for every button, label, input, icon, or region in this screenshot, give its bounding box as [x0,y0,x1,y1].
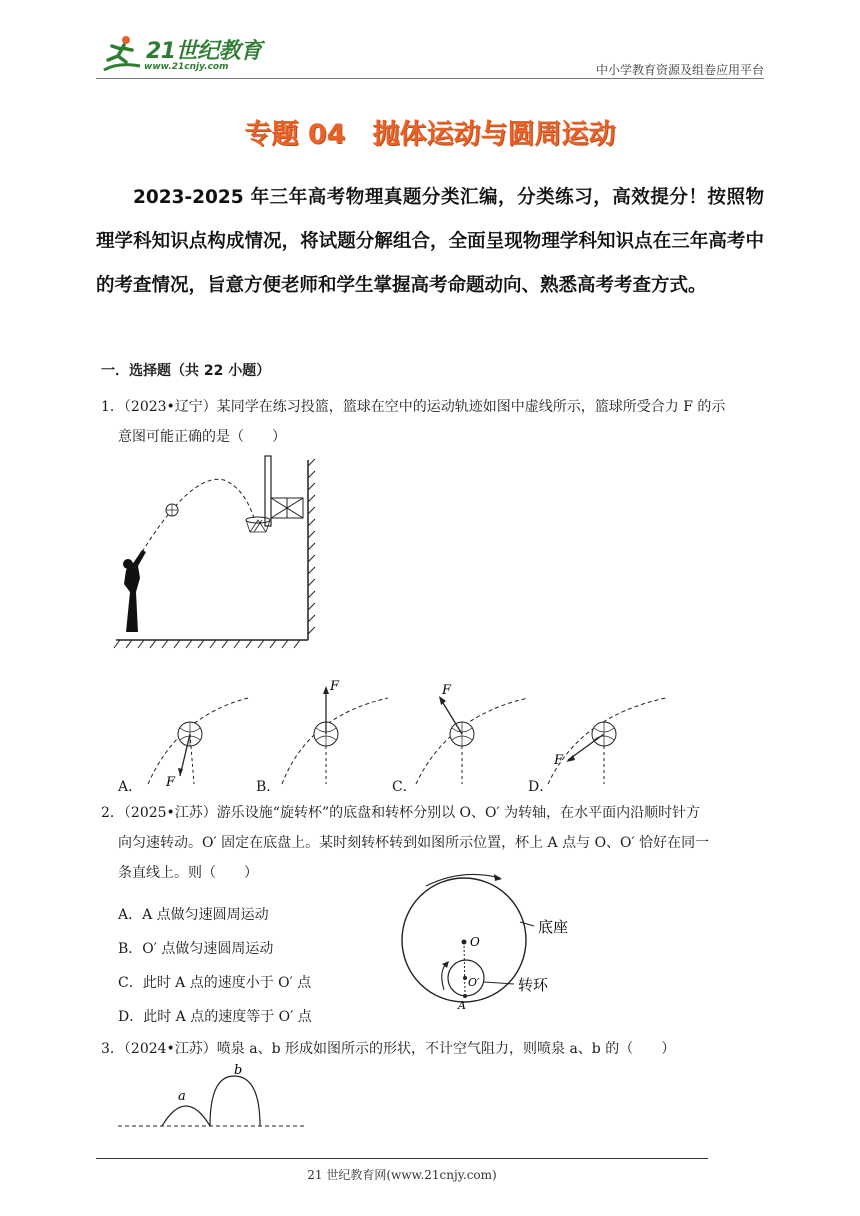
option-d-diagram [548,698,666,784]
page-footer: 21 世纪教育网(www.21cnjy.com) [307,1168,497,1182]
header-divider [96,78,764,79]
svg-text:转环: 转环 [518,976,549,994]
question-1 [101,392,767,452]
question-2-option-d[interactable]: D．此时 A 点的速度等于 O′ 点 [118,1009,312,1025]
header-platform-text: 中小学教育资源及组卷应用平台 [595,63,764,77]
question-1-option-diagrams [118,676,684,788]
question-2-line-3: 条直线上。则（ ） [118,865,258,881]
svg-text:底座: 底座 [538,918,569,936]
question-1-line-1: 1．（2023•辽宁）某同学在练习投篮，篮球在空中的运动轨迹如图中虚线所示，篮球所受合力 F 的示 [101,399,726,415]
intro-paragraph: 2023-2025 年三年高考物理真题分类汇编，分类练习，高效提分！按照物理学科知识点构成情况，将试题分解组合，全面呈现物理学科知识点在三年高考中的考查情况，旨意方便老师和学生掌握高考命题动向、熟悉高考考查方式。 [96,187,764,296]
runner-logo-icon [96,32,146,76]
svg-text:A: A [458,999,466,1010]
option-c-diagram [416,683,528,784]
svg-text:a: a [178,1089,186,1104]
question-1-option-c[interactable]: C． [392,779,417,795]
svg-text:F: F [554,753,564,768]
question-1-option-d[interactable]: D． [528,779,554,795]
footer-divider [96,1158,708,1159]
option-a-diagram [148,698,248,788]
page-title: 专题 04 抛体运动与圆周运动 [244,119,616,150]
option-b-diagram [282,679,388,784]
svg-text:F: F [442,683,452,698]
section-heading: 一．选择题（共 22 小题） [101,363,271,379]
question-2-line-2: 向匀速转动。O′ 固定在底盘上。某时刻转杯转到如图所示位置，杯上 A 点与 O、O′ 恰好在同一 [118,835,710,851]
question-1-option-b[interactable]: B． [256,779,281,795]
page-header [96,30,764,82]
svg-text:O: O [470,935,480,949]
logo-url: www.21cnjy.com [144,62,229,72]
svg-text:b: b [234,1064,243,1078]
basketball-scene-figure [112,452,322,658]
site-logo [96,32,266,76]
question-2-option-b[interactable]: B．O′ 点做匀速圆周运动 [118,941,274,957]
rotating-cup-figure [396,866,596,1010]
fountain-figure [116,1064,308,1130]
question-1-line-2: 意图可能正确的是（ ） [118,429,286,445]
svg-text:F: F [330,679,340,694]
question-3-line-1: 3．（2024•江苏）喷泉 a、b 形成如图所示的形状，不计空气阻力，则喷泉 a、b 的（ ） [101,1041,676,1057]
svg-text:F: F [166,775,176,788]
question-2-line-1: 2．（2025•江苏）游乐设施“旋转杯”的底盘和转杯分别以 O、O′ 为转轴，在水平面内沿顺时针方 [101,805,701,821]
logo-text: 21世纪教育 [146,39,262,64]
question-2-option-c[interactable]: C．此时 A 点的速度小于 O′ 点 [118,975,312,991]
svg-text:O′: O′ [468,976,480,989]
question-1-option-a[interactable]: A． [118,779,143,795]
question-2-option-a[interactable]: A．A 点做匀速圆周运动 [118,907,269,923]
question-3 [101,1034,767,1064]
